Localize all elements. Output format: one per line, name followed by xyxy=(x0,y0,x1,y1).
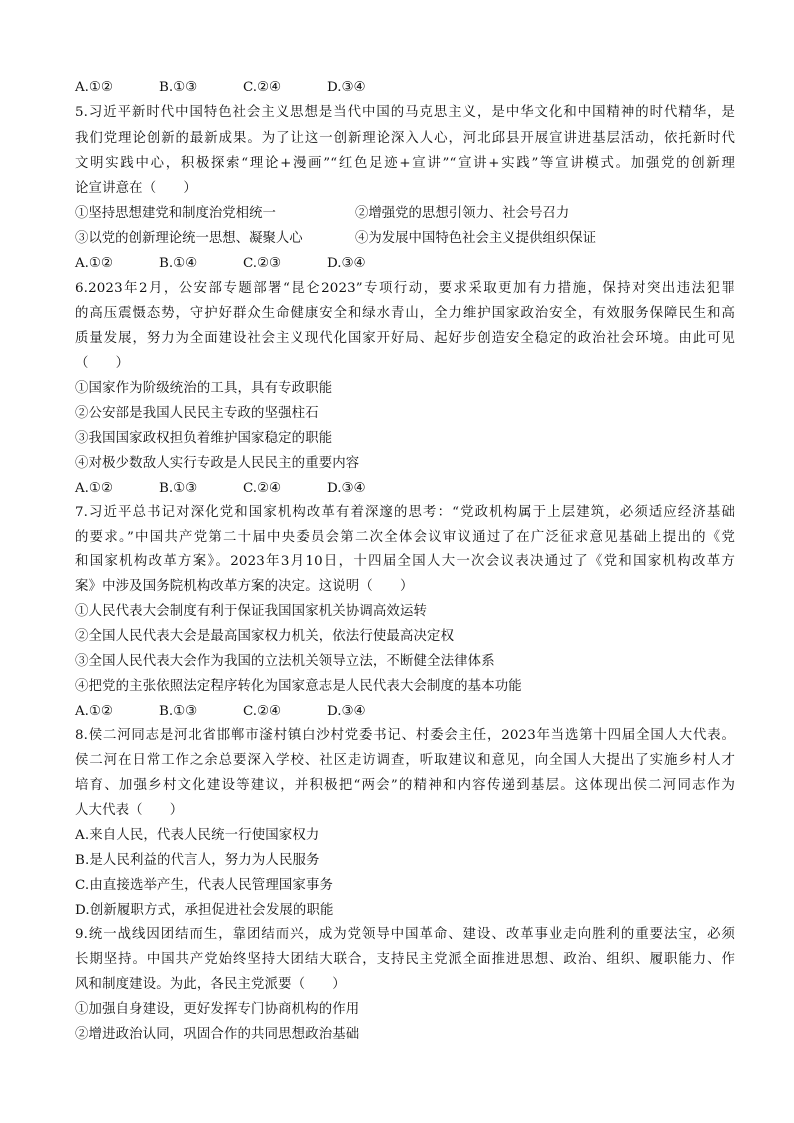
q5-choice-a[interactable]: A.①② xyxy=(75,256,113,271)
q7-choice-b[interactable]: B.①③ xyxy=(159,704,198,719)
q5-item-3: ③以党的创新理论统一思想、凝聚人心 xyxy=(75,231,303,246)
q8-stem-line: 8.侯二河同志是河北省邯郸市滏村镇白沙村党委书记、村委会主任，2023年当选第十四届全国人大代表。 xyxy=(75,728,735,743)
q5-choice-d[interactable]: D.③④ xyxy=(327,256,366,271)
q7-stem-line: 案》中涉及国务院机构改革方案的决定。这说明（ ） xyxy=(75,579,414,594)
q8-option-a[interactable]: A.来自人民，代表人民统一行使国家权力 xyxy=(75,828,320,843)
q5-choice-b[interactable]: B.①④ xyxy=(159,256,198,271)
q6-stem-line: 的高压震慑态势，守护好群众生命健康安全和绿水青山，全力维护国家政治安全，有效服务保障民生和高 xyxy=(75,306,735,321)
q5-item-2: ②增强党的思想引领力、社会号召力 xyxy=(355,206,570,221)
q7-choice-c[interactable]: C.②④ xyxy=(243,704,282,719)
q5-stem-line: 5.习近平新时代中国特色社会主义思想是当代中国的马克思主义，是中华文化和中国精神的时代精华，是 xyxy=(75,105,735,120)
q5-item-4: ④为发展中国特色社会主义提供组织保证 xyxy=(355,231,597,246)
q8-stem-line: 侯二河在日常工作之余总要深入学校、社区走访调查，听取建议和意见，向全国人大提出了实施乡村人才 xyxy=(75,753,735,768)
q6-choices xyxy=(75,480,735,498)
q4-choice-b[interactable]: B.①③ xyxy=(159,80,198,95)
q7-choices xyxy=(75,703,735,721)
q6-stem-line: 质量发展，努力为全面建设社会主义现代化国家开好局、起好步创造安全稳定的政治社会环境。由此可见 xyxy=(75,331,735,346)
q7-item: ②全国人民代表大会是最高国家权力机关，依法行使最高决定权 xyxy=(75,629,455,644)
q6-item: ③我国国家政权担负着维护国家稳定的职能 xyxy=(75,431,333,446)
q6-item: ②公安部是我国人民民主专政的坚强柱石 xyxy=(75,406,319,421)
q8-option-d[interactable]: D.创新履职方式，承担促进社会发展的职能 xyxy=(75,903,334,918)
q4-choice-d[interactable]: D.③④ xyxy=(327,80,366,95)
q6-stem-line: 6.2023年2月，公安部专题部署“昆仑2023”专项行动，要求采取更加有力措施，保持对突出违法犯罪 xyxy=(75,281,735,296)
q5-choices xyxy=(75,255,735,273)
q9-item: ①加强自身建设，更好发挥专门协商机构的作用 xyxy=(75,1002,360,1017)
q9-stem-line: 风和制度建设。为此，各民主党派要（ ） xyxy=(75,977,346,992)
q6-choice-c[interactable]: C.②④ xyxy=(243,481,282,496)
q8-stem-line: 培育、加强乡村文化建设等建议，并积极把“两会”的精神和内容传递到基层。这体现出侯二河同志作为 xyxy=(75,778,735,793)
q7-stem-line: 7.习近平总书记对深化党和国家机构改革有着深邃的思考：“党政机构属于上层建筑，必须适应经济基础 xyxy=(75,505,735,520)
q5-item-1: ①坚持思想建党和制度治党相统一 xyxy=(75,206,276,221)
q7-item: ①人民代表大会制度有利于保证我国国家机关协调高效运转 xyxy=(75,604,428,619)
q6-item: ①国家作为阶级统治的工具，具有专政职能 xyxy=(75,381,333,396)
q4-choices xyxy=(75,79,735,97)
q9-stem-line: 9.统一战线因团结而生，靠团结而兴，成为党领导中国革命、建设、改革事业走向胜利的重要法宝，必须 xyxy=(75,927,735,942)
q7-item: ④把党的主张依照法定程序转化为国家意志是人民代表大会制度的基本功能 xyxy=(75,679,522,694)
q7-choice-a[interactable]: A.①② xyxy=(75,704,113,719)
q7-stem-line: 的要求。”中国共产党第二十届中央委员会第二次全体会议审议通过了在广泛征求意见基础上提出的《党 xyxy=(75,530,735,545)
q6-choice-b[interactable]: B.①③ xyxy=(159,481,198,496)
q6-choice-a[interactable]: A.①② xyxy=(75,481,113,496)
q6-item: ④对极少数敌人实行专政是人民民主的重要内容 xyxy=(75,456,360,471)
q6-choice-d[interactable]: D.③④ xyxy=(327,481,366,496)
q9-stem-line: 长期坚持。中国共产党始终坚持大团结大联合，支持民主党派全面推进思想、政治、组织、履职能力、作 xyxy=(75,952,735,967)
q7-choice-d[interactable]: D.③④ xyxy=(327,704,366,719)
q8-stem-line: 人大代表（ ） xyxy=(75,803,184,818)
q9-item: ②增进政治认同，巩固合作的共同思想政治基础 xyxy=(75,1027,360,1042)
q8-option-b[interactable]: B.是人民利益的代言人，努力为人民服务 xyxy=(75,853,320,868)
q5-choice-c[interactable]: C.②③ xyxy=(243,256,282,271)
q6-stem-line: （ ） xyxy=(75,356,130,371)
q5-stem-line: 文明实践中心，积极探索“理论+漫画”“红色足迹+宣讲”“宣讲+实践”等宣讲模式。加强党的创新理 xyxy=(75,156,735,171)
q4-choice-c[interactable]: C.②④ xyxy=(243,80,282,95)
q5-stem-line: 论宣讲意在（ ） xyxy=(75,181,197,196)
q4-choice-a[interactable]: A.①② xyxy=(75,80,113,95)
q7-stem-line: 和国家机构改革方案》。2023年3月10日，十四届全国人大一次会议表决通过了《党和国家机构改革方 xyxy=(75,554,735,569)
q7-item: ③全国人民代表大会作为我国的立法机关领导立法，不断健全法律体系 xyxy=(75,654,495,669)
q8-option-c[interactable]: C.由直接选举产生，代表人民管理国家事务 xyxy=(75,878,334,893)
q5-stem-line: 我们党理论创新的最新成果。为了让这一创新理论深入人心，河北邱县开展宣讲进基层活动，依托新时代 xyxy=(75,131,735,146)
